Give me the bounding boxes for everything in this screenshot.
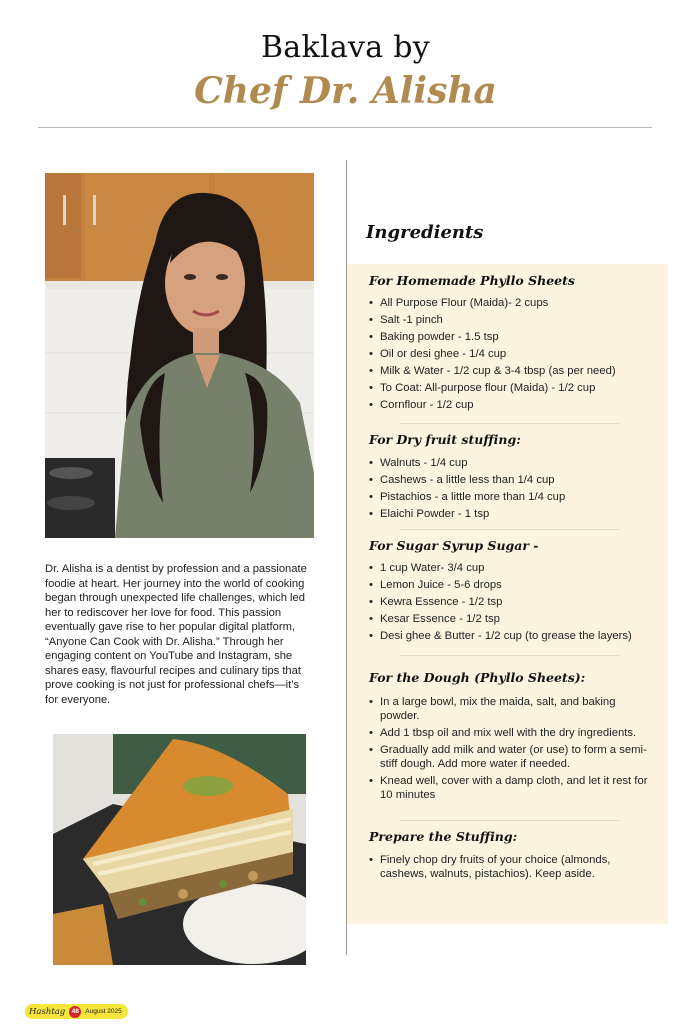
- section-title-stuffing: Prepare the Stuffing:: [369, 829, 518, 844]
- list-item: • Pistachios - a little more than 1/4 cup: [368, 489, 658, 506]
- list-item: • In a large bowl, mix the maida, salt, and baking powder.: [368, 695, 658, 723]
- list-item: • Desi ghee & Butter - 1/2 cup (to grease the layers): [368, 628, 658, 645]
- issue-date: August 2025: [85, 1008, 122, 1015]
- list-item: • Kesar Essence - 1/2 tsp: [368, 611, 658, 628]
- magazine-brand: Hashtag: [29, 1006, 66, 1017]
- title-divider: [38, 127, 652, 128]
- phyllo-ingredient-list: [368, 295, 658, 414]
- list-item: • Lemon Juice - 5-6 drops: [368, 577, 658, 594]
- list-item: • Elaichi Powder - 1 tsp: [368, 506, 658, 523]
- list-item: • Cornflour - 1/2 cup: [368, 397, 658, 414]
- list-item: • Add 1 tbsp oil and mix well with the dry ingredients.: [368, 726, 658, 740]
- list-item: • Baking powder - 1.5 tsp: [368, 329, 658, 346]
- section-title-dough: For the Dough (Phyllo Sheets):: [369, 670, 586, 685]
- section-title-syrup: For Sugar Syrup Sugar -: [369, 538, 539, 553]
- list-item: • Milk & Water - 1/2 cup & 3-4 tbsp (as per need): [368, 363, 658, 380]
- list-item: • Cashews - a little less than 1/4 cup: [368, 472, 658, 489]
- list-item: • Finely chop dry fruits of your choice (almonds, cashews, walnuts, pistachios). Keep aside.: [368, 853, 658, 881]
- page-number-badge: 48: [69, 1006, 81, 1018]
- syrup-ingredient-list: [368, 560, 658, 645]
- section-title-phyllo: For Homemade Phyllo Sheets: [369, 273, 575, 288]
- section-title-dryfruit: For Dry fruit stuffing:: [369, 432, 521, 447]
- page-subtitle: Chef Dr. Alisha: [194, 70, 497, 112]
- dough-steps-list: [368, 695, 658, 805]
- list-item: • 1 cup Water- 3/4 cup: [368, 560, 658, 577]
- list-item: • Salt -1 pinch: [368, 312, 658, 329]
- stuffing-steps-list: [368, 853, 658, 884]
- list-item: • Gradually add milk and water (or use) to form a semi-stiff dough. Add more water if needed.: [368, 743, 658, 771]
- section-divider: [400, 820, 620, 821]
- page-footer: [25, 1004, 128, 1019]
- section-divider: [400, 529, 620, 530]
- chef-bio: Dr. Alisha is a dentist by profession and a passionate foodie at heart. Her journey into the world of cooking began through unexpected life challenges, which led her to rediscover her love for food. This passion eventually gave rise to her popular digital platform, “Anyone Can Cook with Dr. Alisha.” Through her engaging content on YouTube and Instagram, she shares easy, flavourful recipes and culinary tips that prove cooking is not just for professional chefs—it’s for everyone.: [45, 563, 307, 706]
- list-item: • All Purpose Flour (Maida)- 2 cups: [368, 295, 658, 312]
- baklava-photo: [53, 734, 306, 965]
- list-item: • Knead well, cover with a damp cloth, and let it rest for 10 minutes: [368, 774, 658, 802]
- list-item: • Oil or desi ghee - 1/4 cup: [368, 346, 658, 363]
- section-divider: [400, 423, 620, 424]
- list-item: • Walnuts - 1/4 cup: [368, 455, 658, 472]
- page-title: Baklava by: [260, 30, 431, 65]
- list-item: • To Coat: All-purpose flour (Maida) - 1/2 cup: [368, 380, 658, 397]
- dryfruit-ingredient-list: [368, 455, 658, 523]
- section-divider: [400, 655, 620, 656]
- list-item: • Kewra Essence - 1/2 tsp: [368, 594, 658, 611]
- ingredients-heading: Ingredients: [366, 222, 484, 243]
- chef-portrait-photo: [45, 173, 314, 538]
